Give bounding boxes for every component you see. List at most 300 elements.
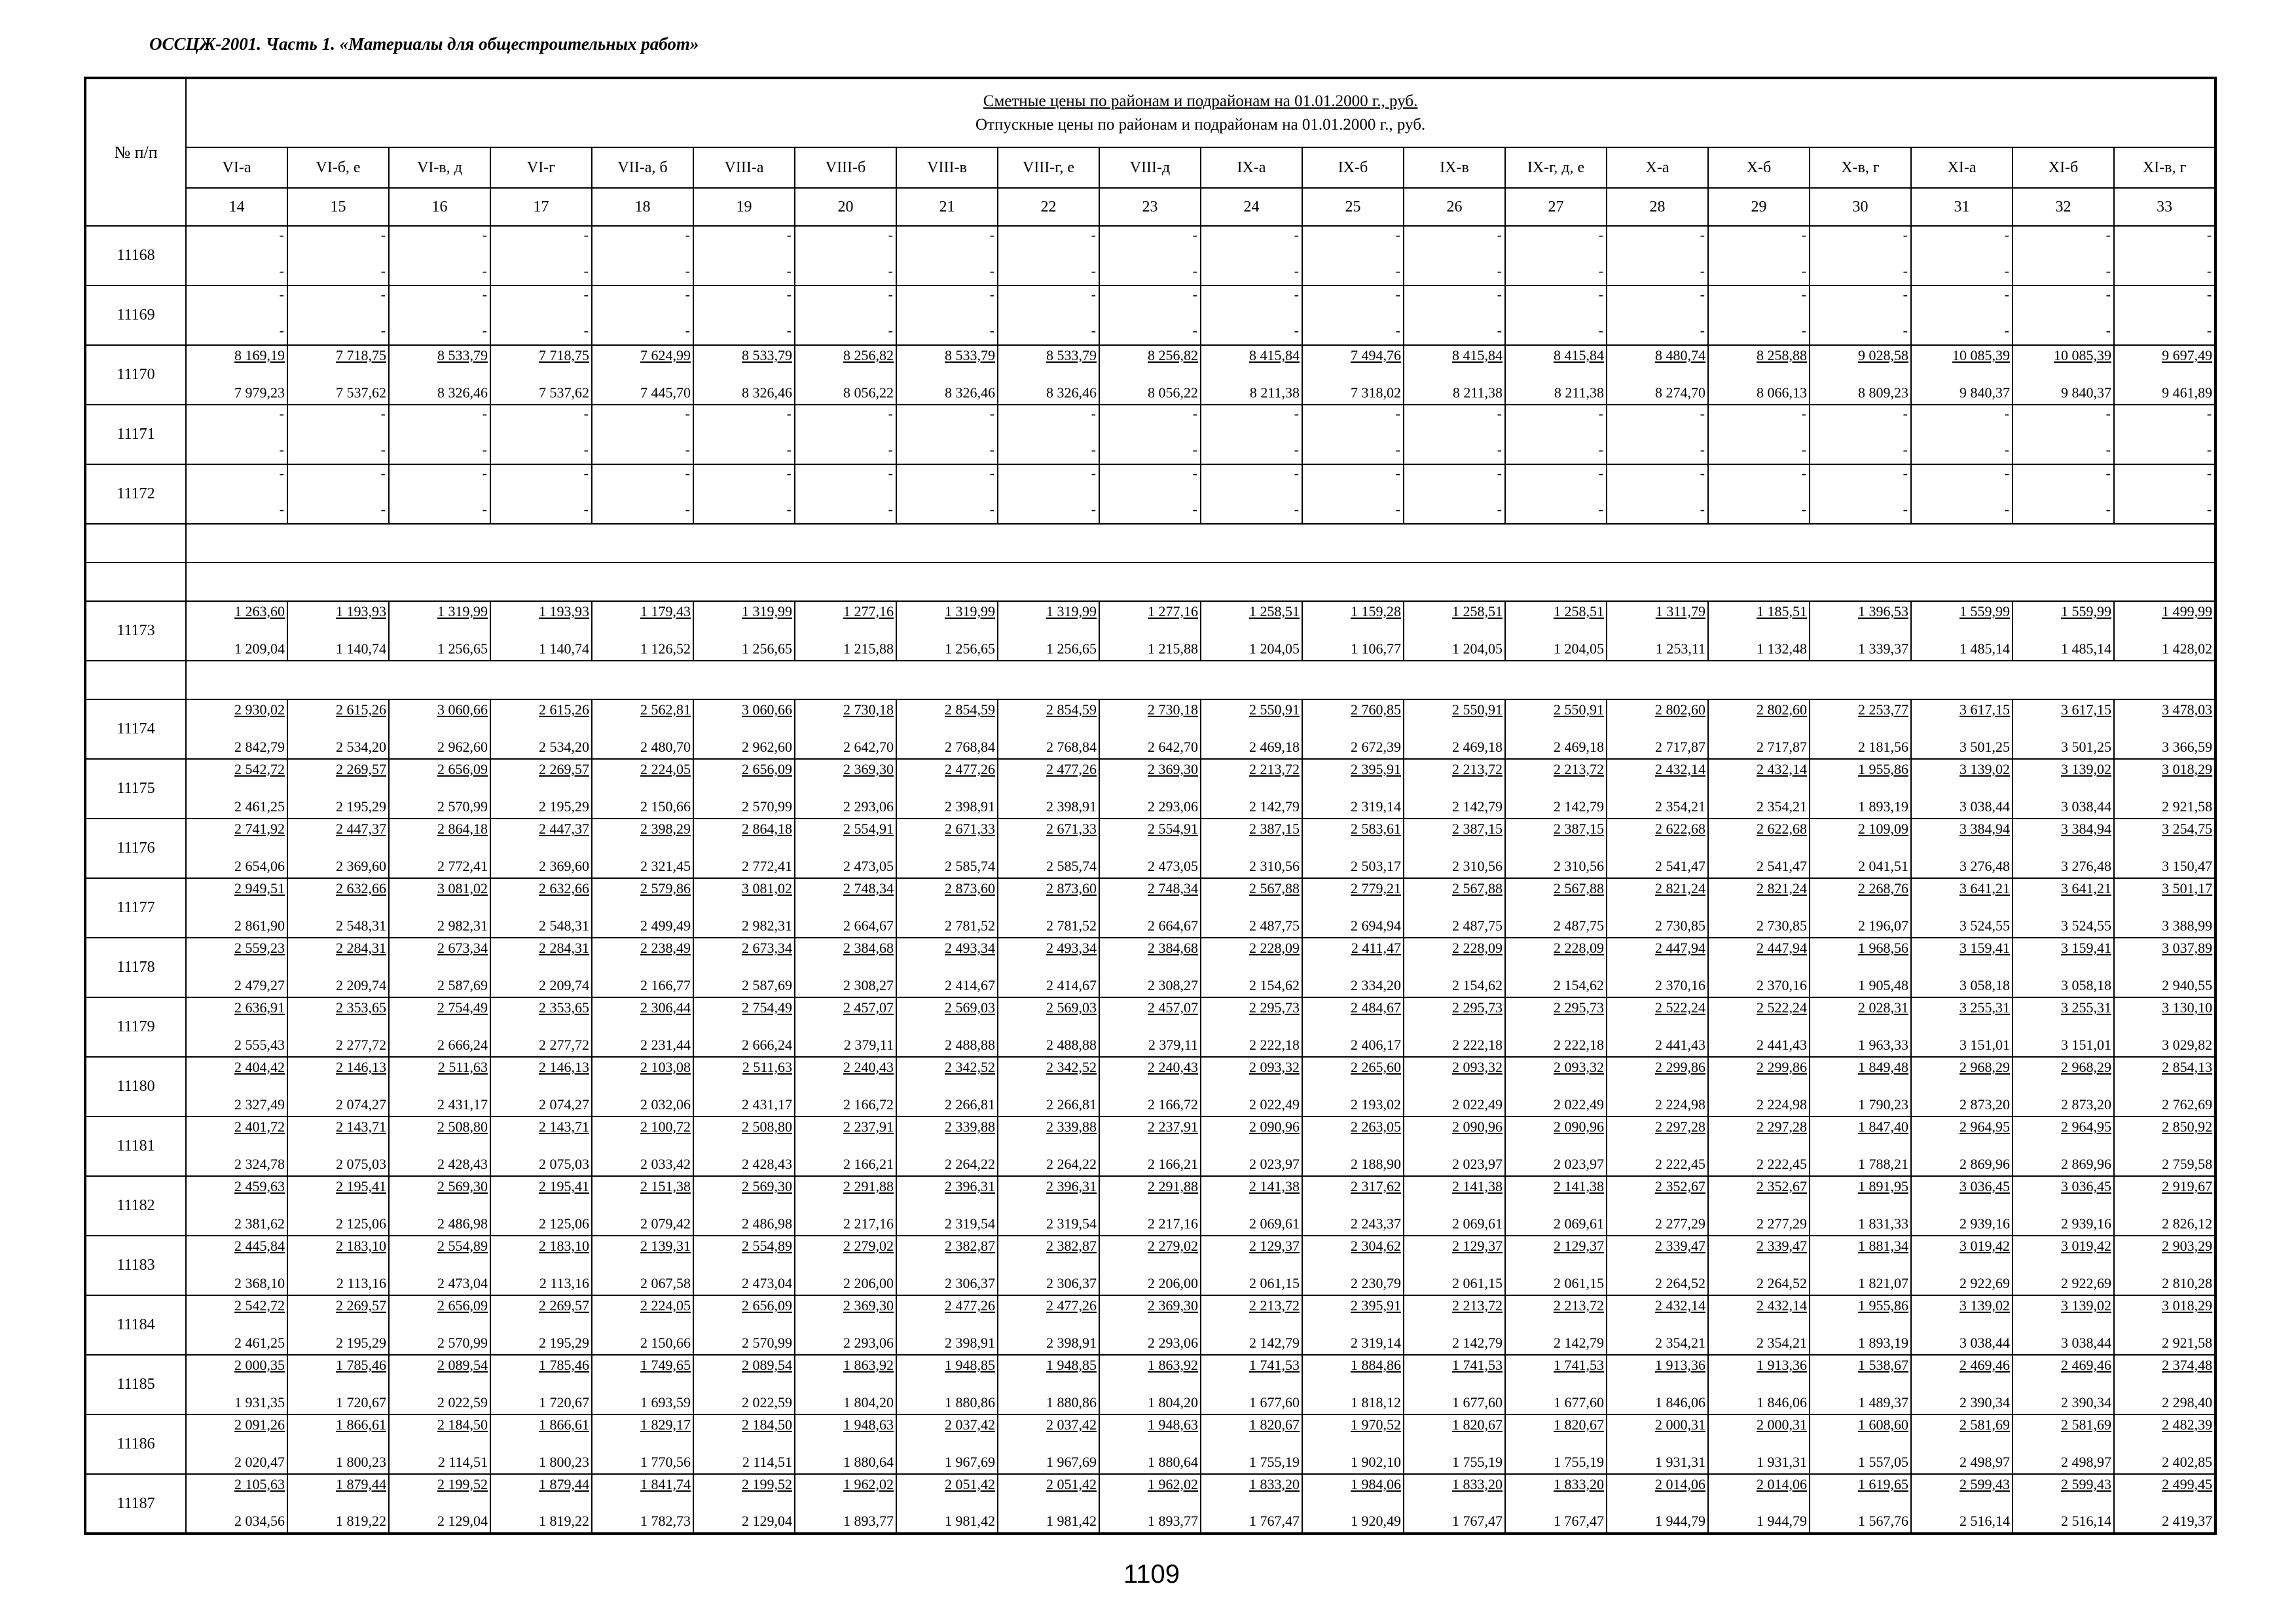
release-price: 2 370,16: [1655, 977, 1705, 993]
price-cell: [186, 1355, 287, 1414]
region-header: VI-а: [186, 147, 287, 188]
region-header: VIII-а: [693, 147, 795, 188]
dash-mark: -: [786, 322, 792, 339]
price-cell: [795, 1057, 896, 1116]
estimate-price: 1 319,99: [945, 603, 995, 619]
price-cell: [2013, 1236, 2114, 1295]
price-cell: [1404, 1355, 1505, 1414]
estimate-price: 10 085,39: [1952, 347, 2010, 363]
price-cell: [287, 345, 389, 405]
release-price: 7 318,02: [1351, 384, 1401, 401]
release-price: 2 166,77: [640, 977, 691, 993]
release-price: 2 369,60: [336, 858, 386, 874]
dash-mark: -: [583, 263, 589, 279]
price-cell: [186, 601, 287, 661]
blank-cell: [85, 524, 186, 563]
release-price: 2 154,62: [1452, 977, 1503, 993]
price-cell: [2013, 464, 2114, 524]
release-price: 2 503,17: [1351, 858, 1401, 874]
price-cell: [998, 1236, 1099, 1295]
estimate-price: 2 141,38: [1249, 1178, 1300, 1194]
release-price: 2 379,11: [843, 1037, 894, 1053]
price-cell: [1911, 699, 2013, 759]
estimate-price: 2 930,02: [234, 701, 285, 718]
estimate-price: 3 617,15: [2061, 701, 2111, 718]
estimate-price: 2 550,91: [1452, 701, 1503, 718]
release-price: 2 469,18: [1249, 739, 1300, 755]
estimate-price: 2 213,72: [1249, 1297, 1300, 1314]
estimate-price: 7 494,76: [1351, 347, 1401, 363]
release-price: 8 056,22: [843, 384, 894, 401]
release-price: 2 940,55: [2162, 977, 2213, 993]
price-cell: [1302, 938, 1404, 997]
price-cell: [795, 878, 896, 938]
release-price: 2 142,79: [1452, 1335, 1503, 1351]
dash-mark: -: [888, 501, 893, 517]
price-cell: [1404, 226, 1505, 286]
price-cell: [287, 938, 389, 997]
release-price: 1 767,47: [1452, 1513, 1503, 1529]
estimate-price: 2 477,26: [1046, 761, 1097, 777]
estimate-price: 2 299,86: [1757, 1059, 1807, 1075]
price-cell: [1911, 464, 2013, 524]
release-price: 2 368,10: [234, 1275, 285, 1291]
release-price: 2 664,67: [1148, 917, 1198, 934]
estimate-price: 3 254,75: [2162, 821, 2213, 837]
price-cell: [1099, 226, 1201, 286]
title-line-estimate: Сметные цены по районам и подрайонам на 01.01.2000 г., руб.: [983, 92, 1418, 110]
release-price: 2 390,34: [2061, 1394, 2111, 1411]
estimate-price: 2 384,68: [843, 940, 894, 956]
release-price: 2 222,18: [1452, 1037, 1503, 1053]
dash-mark: -: [989, 286, 994, 303]
price-cell: [1404, 1176, 1505, 1236]
row-number: 11179: [85, 997, 186, 1057]
release-price: 2 266,81: [945, 1096, 995, 1113]
release-price: 2 150,66: [640, 1335, 691, 1351]
price-cell: [1201, 1116, 1302, 1176]
estimate-price: 2 374,48: [2162, 1357, 2213, 1373]
release-price: 2 075,03: [336, 1156, 386, 1172]
price-cell: [287, 1414, 389, 1474]
price-cell: [795, 1355, 896, 1414]
release-price: 2 327,49: [234, 1096, 285, 1113]
release-price: 2 962,60: [742, 739, 792, 755]
release-price: 1 819,22: [336, 1513, 386, 1529]
dash-mark: -: [1091, 286, 1096, 303]
release-price: 8 211,38: [1452, 384, 1503, 401]
estimate-price: 2 493,34: [1046, 940, 1097, 956]
release-price: 2 319,54: [1046, 1215, 1097, 1232]
release-price: 2 293,06: [843, 1335, 894, 1351]
release-price: 1 755,19: [1249, 1454, 1300, 1470]
table-row: [85, 819, 2215, 878]
dash-mark: -: [2206, 227, 2212, 243]
release-price: 2 230,79: [1351, 1275, 1401, 1291]
estimate-price: 3 384,94: [1959, 821, 2010, 837]
dash-mark: -: [2105, 405, 2111, 422]
price-cell: [389, 938, 490, 997]
row-number: 11170: [85, 345, 186, 405]
price-cell: [2114, 1355, 2215, 1414]
release-price: 2 034,56: [234, 1513, 285, 1529]
column-number: 25: [1302, 188, 1404, 226]
release-price: 8 326,46: [742, 384, 792, 401]
price-cell: [896, 464, 998, 524]
release-price: 3 501,25: [1959, 739, 2010, 755]
estimate-price: 2 432,14: [1655, 761, 1705, 777]
estimate-price: 2 141,38: [1452, 1178, 1503, 1194]
estimate-price: 2 599,43: [2061, 1476, 2111, 1492]
release-price: 3 524,55: [2061, 917, 2111, 934]
estimate-price: 2 730,18: [1148, 701, 1198, 718]
price-cell: [2114, 759, 2215, 819]
estimate-price: 2 656,09: [437, 1297, 488, 1314]
release-price: 2 369,60: [539, 858, 589, 874]
price-cell: [1302, 878, 1404, 938]
estimate-price: 1 258,51: [1554, 603, 1604, 619]
estimate-price: 1 849,48: [1858, 1059, 1908, 1075]
estimate-price: 7 624,99: [640, 347, 691, 363]
price-cell: [490, 1355, 592, 1414]
release-price: 1 846,06: [1655, 1394, 1705, 1411]
estimate-price: 2 656,09: [437, 761, 488, 777]
dash-mark: -: [2004, 227, 2009, 243]
price-cell: [1404, 1236, 1505, 1295]
region-header: VI-в, д: [389, 147, 490, 188]
estimate-price: 2 304,62: [1351, 1238, 1401, 1254]
release-price: 2 079,42: [640, 1215, 691, 1232]
price-cell: [1810, 1474, 1911, 1534]
release-price: 1 677,60: [1554, 1394, 1604, 1411]
estimate-price: 2 396,31: [945, 1178, 995, 1194]
estimate-price: 2 554,89: [437, 1238, 488, 1254]
price-cell: [1911, 345, 2013, 405]
dash-mark: -: [1091, 465, 1096, 481]
estimate-price: 1 311,79: [1655, 603, 1705, 619]
estimate-price: 2 224,05: [640, 761, 691, 777]
estimate-price: 2 854,59: [945, 701, 995, 718]
release-price: 2 922,69: [1959, 1275, 2010, 1291]
estimate-price: 2 342,52: [945, 1059, 995, 1075]
dash-mark: -: [2004, 501, 2009, 517]
estimate-price: 2 919,67: [2162, 1178, 2213, 1194]
price-cell: [693, 1474, 795, 1534]
release-price: 3 524,55: [1959, 917, 2010, 934]
estimate-price: 1 913,36: [1655, 1357, 1705, 1373]
column-number: 27: [1505, 188, 1607, 226]
price-cell: [1404, 997, 1505, 1057]
price-cell: [1810, 1116, 1911, 1176]
release-price: 2 473,05: [1148, 858, 1198, 874]
estimate-price: 8 533,79: [437, 347, 488, 363]
price-cell: [1505, 1176, 1607, 1236]
price-cell: [693, 1236, 795, 1295]
price-cell: [1708, 1355, 1810, 1414]
price-cell: [1810, 345, 1911, 405]
release-price: 1 677,60: [1249, 1394, 1300, 1411]
price-cell: [693, 286, 795, 345]
dash-mark: -: [888, 263, 893, 279]
price-cell: [2114, 601, 2215, 661]
price-cell: [1911, 759, 2013, 819]
price-cell: [1302, 699, 1404, 759]
estimate-price: 2 730,18: [843, 701, 894, 718]
price-cell: [1302, 1236, 1404, 1295]
estimate-price: 2 269,57: [539, 761, 589, 777]
price-cell: [1201, 759, 1302, 819]
price-cell: [693, 997, 795, 1057]
release-price: 1 567,76: [1858, 1513, 1908, 1529]
row-number: 11169: [85, 286, 186, 345]
price-cell: [998, 878, 1099, 938]
release-price: 2 224,98: [1655, 1096, 1705, 1113]
estimate-price: 2 295,73: [1249, 999, 1300, 1016]
price-cell: [1607, 226, 1708, 286]
estimate-price: 8 415,84: [1249, 347, 1300, 363]
price-cell: [1505, 464, 1607, 524]
estimate-price: 3 036,45: [1959, 1178, 2010, 1194]
release-price: 2 428,43: [437, 1156, 488, 1172]
release-price: 2 487,75: [1249, 917, 1300, 934]
price-cell: [998, 938, 1099, 997]
dash-mark: -: [2105, 322, 2111, 339]
release-price: 8 809,23: [1858, 384, 1908, 401]
price-cell: [1099, 1355, 1201, 1414]
release-price: 2 206,00: [1148, 1275, 1198, 1291]
release-price: 2 762,69: [2162, 1096, 2213, 1113]
estimate-price: 1 258,51: [1249, 603, 1300, 619]
release-price: 2 321,45: [640, 858, 691, 874]
release-price: 2 324,78: [234, 1156, 285, 1172]
region-header: X-а: [1607, 147, 1708, 188]
estimate-price: 2 291,88: [1148, 1178, 1198, 1194]
estimate-price: 2 089,54: [437, 1357, 488, 1373]
price-cell: [490, 1295, 592, 1355]
estimate-price: 2 199,52: [437, 1476, 488, 1492]
release-price: 2 125,06: [539, 1215, 589, 1232]
release-price: 2 113,16: [336, 1275, 386, 1291]
dash-mark: -: [1598, 465, 1603, 481]
dash-mark: -: [2206, 441, 2212, 458]
dash-mark: -: [482, 322, 487, 339]
price-cell: [795, 464, 896, 524]
release-price: 8 211,38: [1554, 384, 1604, 401]
price-cell: [1404, 286, 1505, 345]
estimate-price: 2 183,10: [539, 1238, 589, 1254]
price-cell: [1404, 1116, 1505, 1176]
estimate-price: 2 398,29: [640, 821, 691, 837]
release-price: 2 939,16: [1959, 1215, 2010, 1232]
price-cell: [490, 699, 592, 759]
price-cell: [1201, 699, 1302, 759]
price-cell: [1302, 759, 1404, 819]
release-price: 2 354,21: [1655, 1335, 1705, 1351]
dash-mark: -: [685, 286, 690, 303]
release-price: 1 132,48: [1757, 640, 1807, 657]
release-price: 2 441,43: [1757, 1037, 1807, 1053]
price-cell: [592, 699, 693, 759]
price-cell: [592, 1474, 693, 1534]
release-price: 2 861,90: [234, 917, 285, 934]
price-cell: [2114, 1116, 2215, 1176]
estimate-price: 3 159,41: [2061, 940, 2111, 956]
release-price: 2 479,27: [234, 977, 285, 993]
price-cell: [1201, 601, 1302, 661]
price-cell: [287, 286, 389, 345]
region-header: IX-б: [1302, 147, 1404, 188]
price-cell: [1607, 1355, 1708, 1414]
release-price: 2 587,69: [437, 977, 488, 993]
blank-row: [85, 563, 2215, 601]
price-cell: [1099, 345, 1201, 405]
estimate-price: 2 562,81: [640, 701, 691, 718]
estimate-price: 8 533,79: [1046, 347, 1097, 363]
release-price: 2 196,07: [1858, 917, 1908, 934]
column-number: 30: [1810, 188, 1911, 226]
price-cell: [998, 405, 1099, 464]
estimate-price: 1 847,40: [1858, 1118, 1908, 1135]
release-price: 2 541,47: [1655, 858, 1705, 874]
estimate-price: 2 949,51: [234, 880, 285, 896]
dash-mark: -: [380, 405, 386, 422]
price-cell: [1201, 464, 1302, 524]
dash-mark: -: [1497, 465, 1502, 481]
release-price: 9 840,37: [1959, 384, 2010, 401]
estimate-price: 9 028,58: [1858, 347, 1908, 363]
price-cell: [389, 1295, 490, 1355]
price-cell: [1505, 601, 1607, 661]
release-price: 1 204,05: [1452, 640, 1503, 657]
estimate-price: 2 237,91: [1148, 1118, 1198, 1135]
estimate-price: 1 193,93: [336, 603, 386, 619]
release-price: 2 277,72: [336, 1037, 386, 1053]
estimate-price: 2 224,05: [640, 1297, 691, 1314]
dash-mark: -: [1801, 501, 1806, 517]
dash-mark: -: [279, 322, 284, 339]
estimate-price: 3 060,66: [437, 701, 488, 718]
price-cell: [1607, 1057, 1708, 1116]
release-price: 1 767,47: [1554, 1513, 1604, 1529]
release-price: 1 770,56: [640, 1454, 691, 1470]
price-cell: [1911, 1295, 2013, 1355]
price-cell: [1708, 286, 1810, 345]
estimate-price: 2 477,26: [945, 761, 995, 777]
price-cell: [490, 759, 592, 819]
price-cell: [1404, 1414, 1505, 1474]
table-row: [85, 345, 2215, 405]
release-price: 2 672,39: [1351, 739, 1401, 755]
price-cell: [1708, 819, 1810, 878]
price-cell: [186, 1474, 287, 1534]
price-cell: [2114, 1474, 2215, 1534]
price-cell: [389, 878, 490, 938]
row-number: 11181: [85, 1116, 186, 1176]
price-cell: [1302, 226, 1404, 286]
release-price: 2 534,20: [336, 739, 386, 755]
price-cell: [1708, 1057, 1810, 1116]
release-price: 2 222,45: [1757, 1156, 1807, 1172]
release-price: 2 222,18: [1554, 1037, 1604, 1053]
price-cell: [1404, 1474, 1505, 1534]
price-cell: [2114, 405, 2215, 464]
release-price: 1 755,19: [1452, 1454, 1503, 1470]
estimate-price: 2 238,49: [640, 940, 691, 956]
price-cell: [2114, 286, 2215, 345]
estimate-price: 2 213,72: [1452, 761, 1503, 777]
estimate-price: 2 184,50: [742, 1416, 792, 1433]
dash-mark: -: [1091, 405, 1096, 422]
price-cell: [1099, 938, 1201, 997]
estimate-price: 3 478,03: [2162, 701, 2213, 718]
price-cell: [1607, 464, 1708, 524]
estimate-price: 2 093,32: [1452, 1059, 1503, 1075]
release-price: 1 788,21: [1858, 1156, 1908, 1172]
price-cell: [1505, 1355, 1607, 1414]
estimate-price: 2 000,35: [234, 1357, 285, 1373]
estimate-price: 2 352,67: [1757, 1178, 1807, 1194]
release-price: 2 166,72: [1148, 1096, 1198, 1113]
release-price: 2 873,20: [1959, 1096, 2010, 1113]
release-price: 1 204,05: [1249, 640, 1300, 657]
price-cell: [1505, 997, 1607, 1057]
estimate-price: 2 854,13: [2162, 1059, 2213, 1075]
estimate-price: 2 263,05: [1351, 1118, 1401, 1135]
price-cell: [490, 405, 592, 464]
release-price: 2 319,14: [1351, 798, 1401, 815]
estimate-price: 1 962,02: [1148, 1476, 1198, 1492]
estimate-price: 3 081,02: [742, 880, 792, 896]
price-cell: [1302, 345, 1404, 405]
price-cell: [1404, 345, 1505, 405]
release-price: 2 654,06: [234, 858, 285, 874]
price-cell: [186, 405, 287, 464]
table-row: [85, 759, 2215, 819]
price-cell: [1911, 938, 2013, 997]
estimate-price: 2 339,88: [945, 1118, 995, 1135]
estimate-price: 1 277,16: [843, 603, 894, 619]
release-price: 2 023,97: [1249, 1156, 1300, 1172]
release-price: 2 142,79: [1249, 1335, 1300, 1351]
estimate-price: 3 384,94: [2061, 821, 2111, 837]
dash-mark: -: [1192, 441, 1197, 458]
estimate-price: 2 508,80: [742, 1118, 792, 1135]
price-cell: [896, 1414, 998, 1474]
estimate-price: 1 263,60: [234, 603, 285, 619]
estimate-price: 2 968,29: [2061, 1059, 2111, 1075]
table-row: [85, 1474, 2215, 1534]
price-cell: [389, 1057, 490, 1116]
release-price: 3 276,48: [1959, 858, 2010, 874]
price-cell: [592, 878, 693, 938]
price-cell: [998, 1176, 1099, 1236]
release-price: 2 666,24: [742, 1037, 792, 1053]
price-cell: [490, 286, 592, 345]
price-cell: [1201, 997, 1302, 1057]
blank-cell: [85, 563, 186, 601]
estimate-price: 2 511,63: [437, 1059, 488, 1075]
release-price: 2 488,88: [1046, 1037, 1097, 1053]
price-cell: [1607, 405, 1708, 464]
release-price: 2 768,84: [1046, 739, 1097, 755]
price-cell: [1810, 938, 1911, 997]
estimate-price: 2 741,92: [234, 821, 285, 837]
price-cell: [186, 286, 287, 345]
release-price: 1 256,65: [437, 640, 488, 657]
price-cell: [2013, 997, 2114, 1057]
price-cell: [1404, 819, 1505, 878]
price-cell: [490, 345, 592, 405]
